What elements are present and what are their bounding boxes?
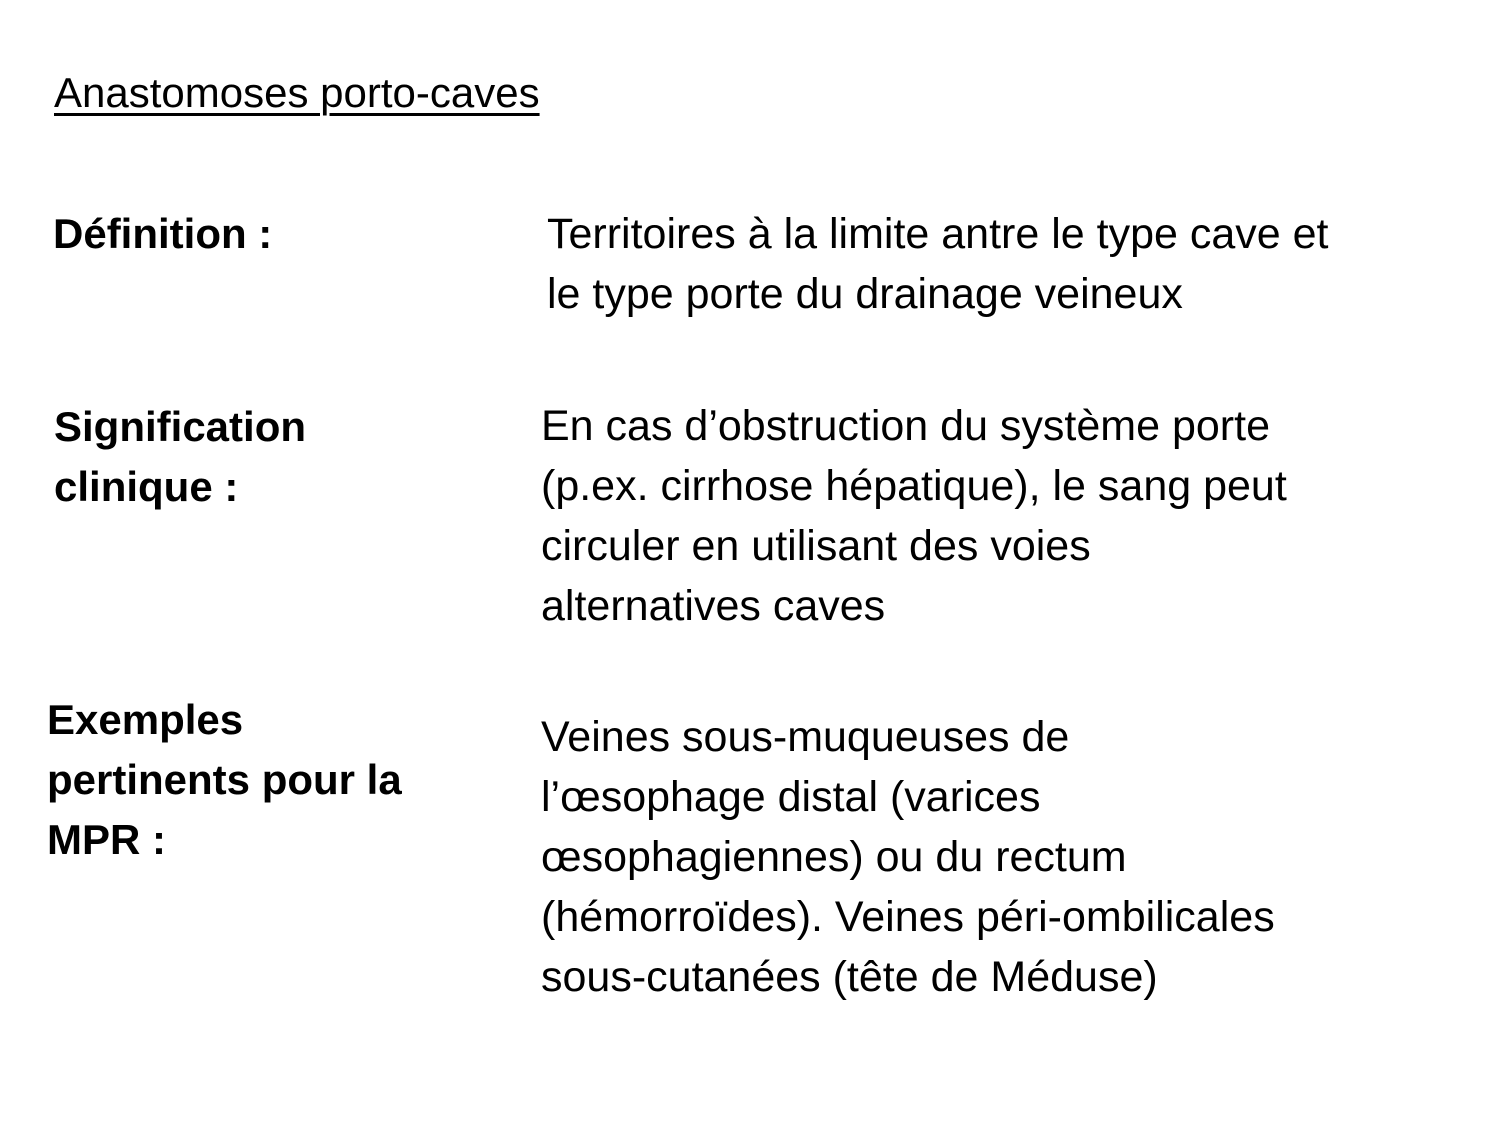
description-signification-clinique xyxy=(541,396,1287,636)
description-line: Territoires à la limite antre le type cave et xyxy=(547,210,1329,258)
description-line: En cas d’obstruction du système porte xyxy=(541,402,1270,450)
term-definition-line: Définition : xyxy=(53,210,273,257)
term-line: clinique : xyxy=(54,463,239,510)
description-line: Veines sous-muqueuses de xyxy=(541,713,1070,761)
description-line: le type porte du drainage veineux xyxy=(547,270,1183,318)
term-signification-clinique xyxy=(54,397,306,517)
term-line: pertinents pour la xyxy=(47,756,402,803)
term-definition xyxy=(53,204,272,264)
term-line: MPR : xyxy=(47,816,166,863)
description-line: l’œsophage distal (varices xyxy=(541,773,1041,821)
description-exemples-mpr xyxy=(541,707,1275,1007)
description-line: (hémorroïdes). Veines péri-ombilicales xyxy=(541,893,1275,941)
description-line: circuler en utilisant des voies xyxy=(541,522,1091,570)
term-exemples-mpr xyxy=(47,690,402,870)
term-line: Signification xyxy=(54,403,306,450)
term-line: Exemples xyxy=(47,696,244,743)
description-line: (p.ex. cirrhose hépatique), le sang peut xyxy=(541,462,1287,510)
slide-title: Anastomoses porto-caves xyxy=(54,69,540,116)
description-line: alternatives caves xyxy=(541,582,886,630)
description-line: sous-cutanées (tête de Méduse) xyxy=(541,953,1158,1001)
description-line: œsophagiennes) ou du rectum xyxy=(541,833,1127,881)
description-definition xyxy=(547,204,1329,324)
